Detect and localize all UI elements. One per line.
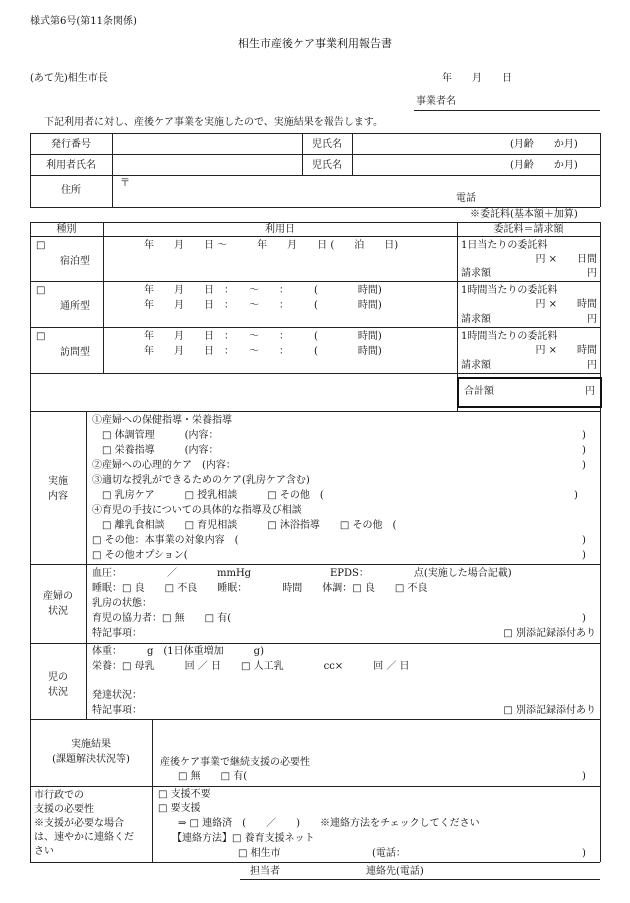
- child-development: 発達状況：: [92, 690, 142, 701]
- postal-mark: 〒: [120, 178, 130, 189]
- rule: [30, 862, 600, 863]
- visit-claim-yen: 円: [587, 360, 597, 371]
- fee-header: 委託料＝請求額: [493, 224, 564, 235]
- child-notes: 特記事項：: [92, 705, 142, 716]
- continued-support-need: 産後ケア事業で継続支援の必要性: [160, 757, 310, 768]
- date-field: 年 月 日: [442, 73, 512, 84]
- result-label: 実施結果: [71, 739, 111, 750]
- form-number: 様式第6号(第11条関係): [30, 16, 137, 27]
- day-type-label: 通所型: [60, 301, 90, 312]
- provider-underline: [414, 110, 600, 111]
- impl-label: 内容: [48, 491, 68, 502]
- rule: [600, 411, 601, 862]
- rule: [30, 373, 600, 374]
- rule: [30, 236, 600, 237]
- stay-checkbox[interactable]: □: [36, 240, 46, 251]
- city-support-label: 支援の必要性: [34, 804, 94, 815]
- rule: [30, 719, 600, 720]
- breast-status: 乳房の状態：: [92, 598, 152, 609]
- visit-checkbox[interactable]: □: [36, 331, 46, 342]
- rule: [600, 133, 601, 207]
- rule: [30, 222, 31, 411]
- epds-score: EPDS： 点(実施した場合記載): [330, 568, 512, 579]
- impl-line: □ その他オプション(: [92, 550, 188, 561]
- child-nutrition: 栄養：□ 母乳 回 ／ 日 □ 人工乳 cc× 回 ／ 日: [92, 661, 410, 672]
- impl-line: ④育児の手技についての具体的な指導及び相談: [92, 505, 302, 516]
- visit-date-row: 年 月 日 ： 〜 ： ( 時間): [144, 346, 382, 357]
- contacted-check[interactable]: ⇒ □ 連絡済 ( ／ ) ※連絡方法をチェックしてください: [178, 818, 480, 829]
- day-claim-label: 請求額: [461, 314, 491, 325]
- rule: [30, 222, 600, 223]
- paren: ): [582, 430, 586, 441]
- provider-label: 事業者名: [416, 96, 456, 107]
- blood-pressure: 血圧： ／ mmHg: [92, 568, 252, 579]
- child-weight: 体重： g (1日体重増加 g): [92, 646, 264, 657]
- impl-line: □ 栄養指導 (内容：: [92, 445, 219, 456]
- city-support-label: さい: [34, 846, 54, 857]
- impl-line: ②産婦への心理的ケア (内容：: [92, 460, 236, 471]
- mother-attach-check[interactable]: □ 別添記録添付あり: [503, 628, 596, 639]
- visit-date-row: 年 月 日 ： 〜 ： ( 時間): [144, 331, 382, 342]
- day-checkbox[interactable]: □: [36, 285, 46, 296]
- visit-fee-calc: 円 × 時間: [535, 345, 597, 356]
- support-person: 育児の協力者：□ 無 □ 有(: [92, 613, 232, 624]
- rule: [30, 133, 600, 134]
- staff-label: 担当者: [250, 866, 280, 877]
- mother-status-label: 状況: [48, 606, 68, 617]
- impl-line: □ 乳房ケア □ 授乳相談 □ その他 (: [92, 490, 324, 501]
- paren: ): [582, 460, 586, 471]
- city-phone: (電話：: [372, 848, 406, 859]
- contact-label: 連絡先(電話): [366, 866, 424, 877]
- paren: ): [582, 613, 586, 624]
- date-header: 利用日: [265, 224, 295, 235]
- rule: [30, 175, 600, 176]
- mother-notes: 特記事項：: [92, 628, 142, 639]
- paren: ): [582, 771, 586, 782]
- child-name-label: 児氏名: [312, 139, 342, 150]
- continued-support-options[interactable]: □ 無 □ 有(: [178, 771, 248, 782]
- city-support-label: は、速やかに連絡くだ: [34, 832, 134, 843]
- rule: [30, 281, 600, 282]
- addressee: (あて先)相生市長: [30, 73, 108, 84]
- visit-claim-label: 請求額: [461, 360, 491, 371]
- rule: [112, 133, 113, 207]
- page-title: 相生市産後ケア事業利用報告書: [238, 37, 392, 50]
- impl-line: ③適切な授乳ができるためのケア(乳房ケア含む): [92, 475, 310, 486]
- support-not-needed[interactable]: □ 支援不要: [158, 789, 211, 800]
- impl-line: □ 離乳食相談 □ 育児相談 □ 沐浴指導 □ その他 (: [92, 520, 397, 531]
- paren: ): [582, 848, 586, 859]
- total-yen: 円: [585, 386, 595, 397]
- paren: ): [582, 535, 586, 546]
- issue-number-label: 発行番号: [51, 139, 91, 150]
- result-label: (課題解決状況等): [52, 754, 130, 765]
- age-field: (月齢 か月): [510, 160, 578, 171]
- total-label: 合計額: [464, 386, 494, 397]
- stay-claim-yen: 円: [587, 268, 597, 279]
- city-support-label: 市行政での: [34, 790, 84, 801]
- age-field: (月齢 か月): [510, 139, 578, 150]
- rule: [30, 564, 600, 565]
- paren: ): [574, 490, 578, 501]
- paren: ): [582, 445, 586, 456]
- impl-line: □ その他：本事業の対象内容 (: [92, 535, 239, 546]
- day-claim-yen: 円: [587, 314, 597, 325]
- rule: [30, 154, 600, 155]
- child-name-label: 児氏名: [312, 160, 342, 171]
- fee-note: ※委託料(基本額＋加算): [470, 209, 578, 220]
- rule: [30, 786, 600, 787]
- day-fee-title: 1時間当たりの委託料: [461, 285, 558, 296]
- phone-label: 電話: [456, 193, 476, 204]
- rule: [152, 719, 153, 862]
- impl-label: 実施: [48, 476, 68, 487]
- rule: [352, 133, 353, 175]
- stay-fee-title: 1日当たりの委託料: [461, 240, 548, 251]
- rule: [30, 327, 600, 328]
- day-date-row: 年 月 日 ： 〜 ： ( 時間): [144, 285, 382, 296]
- child-status-label: 状況: [48, 687, 68, 698]
- rule: [86, 411, 87, 719]
- rule: [30, 643, 600, 644]
- stay-claim-label: 請求額: [461, 268, 491, 279]
- day-date-row: 年 月 日 ： 〜 ： ( 時間): [144, 300, 382, 311]
- city-support-label: ※支援が必要な場合: [34, 818, 124, 829]
- sleep-status: 睡眠：□ 良 □ 不良 睡眠： 時間 体調：□ 良 □ 不良: [92, 583, 428, 594]
- child-attach-check[interactable]: □ 別添記録添付あり: [503, 705, 596, 716]
- footer-underline: [240, 879, 600, 880]
- type-header: 種別: [56, 224, 77, 235]
- stay-type-label: 宿泊型: [60, 256, 90, 267]
- intro-text: 下記利用者に対し、産後ケア事業を実施したので、実施結果を報告します。: [44, 117, 383, 128]
- rule: [103, 222, 104, 373]
- address-label: 住所: [61, 185, 81, 196]
- impl-line: □ 体調管理 (内容：: [92, 430, 219, 441]
- visit-fee-title: 1時間当たりの委託料: [461, 331, 558, 342]
- contact-method-city[interactable]: □ 相生市: [238, 848, 281, 859]
- rule: [30, 411, 600, 412]
- child-status-label: 児の: [48, 672, 68, 683]
- mother-status-label: 産婦の: [43, 591, 73, 602]
- stay-fee-calc: 円 × 日間: [535, 254, 597, 265]
- rule: [30, 207, 600, 208]
- paren: ): [582, 550, 586, 561]
- stay-date-row: 年 月 日 〜 年 月 日 ( 泊 日): [144, 240, 399, 251]
- visit-type-label: 訪問型: [60, 347, 90, 358]
- impl-line: ①産婦への保健指導・栄養指導: [92, 415, 232, 426]
- user-name-label: 利用者氏名: [46, 160, 96, 171]
- contact-method-network[interactable]: 【連絡方法】□ 養育支援ネット: [172, 833, 315, 844]
- support-needed[interactable]: □ 要支援: [158, 803, 201, 814]
- day-fee-calc: 円 × 時間: [535, 299, 597, 310]
